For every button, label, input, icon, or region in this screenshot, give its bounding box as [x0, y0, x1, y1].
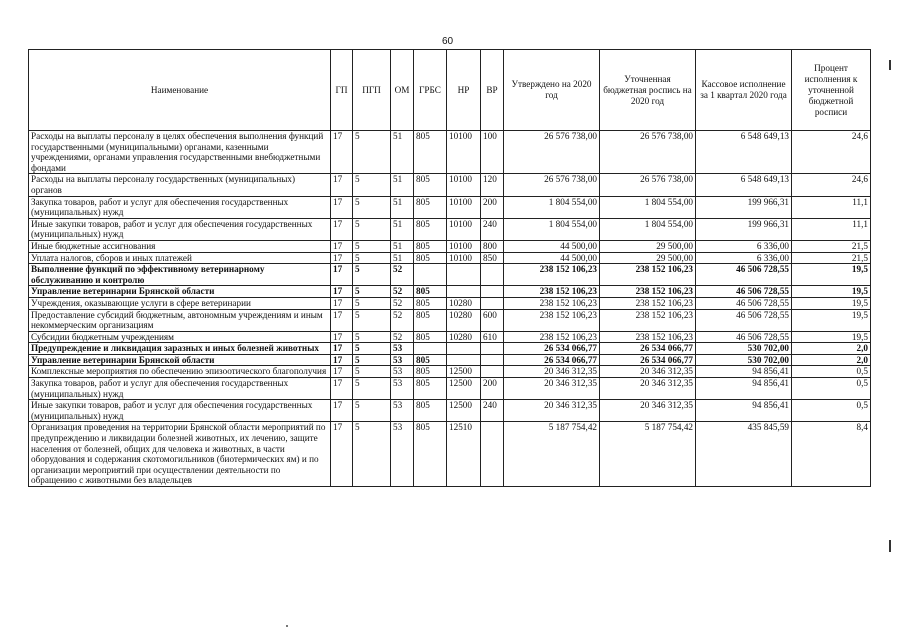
cell-ppgp: 5: [353, 240, 391, 252]
cell-vr: [481, 343, 504, 355]
cell-refined: 238 152 106,23: [600, 309, 696, 331]
cell-name: Комплексные мероприятия по обеспечению эпизоотического благополучия: [29, 366, 331, 378]
cell-name: Управление ветеринарии Брянской области: [29, 354, 331, 366]
cell-grbs: 805: [414, 131, 447, 174]
cell-gp: 17: [331, 264, 353, 286]
cell-approved: 26 576 738,00: [504, 131, 600, 174]
cell-gp: 17: [331, 354, 353, 366]
cell-name: Закупка товаров, работ и услуг для обеспечения государственных (муниципальных) нужд: [29, 196, 331, 218]
cell-refined: 26 576 738,00: [600, 131, 696, 174]
cell-percent: 24,6: [792, 131, 871, 174]
cell-percent: 11,1: [792, 196, 871, 218]
cell-nr: [447, 264, 481, 286]
cell-refined: 26 534 066,77: [600, 343, 696, 355]
cell-vr: [481, 422, 504, 487]
cell-ppgp: 5: [353, 196, 391, 218]
cell-grbs: 805: [414, 240, 447, 252]
table-row: [29, 422, 871, 487]
table-body: [29, 131, 871, 487]
cell-gp: 17: [331, 131, 353, 174]
table-row: [29, 252, 871, 264]
cell-om: 51: [391, 196, 414, 218]
cell-cash: 6 548 649,13: [696, 174, 792, 196]
cell-refined: 238 152 106,23: [600, 264, 696, 286]
cell-gp: 17: [331, 309, 353, 331]
cell-om: 52: [391, 309, 414, 331]
cell-name: Учреждения, оказывающие услуги в сфере ветеринарии: [29, 297, 331, 309]
cell-cash: 94 856,41: [696, 366, 792, 378]
cell-vr: 100: [481, 131, 504, 174]
cell-grbs: 805: [414, 331, 447, 343]
cell-gp: 17: [331, 331, 353, 343]
cell-nr: 10100: [447, 252, 481, 264]
cell-om: 51: [391, 174, 414, 196]
cell-vr: 120: [481, 174, 504, 196]
cell-cash: 6 336,00: [696, 240, 792, 252]
header-nr: НР: [447, 50, 481, 131]
cell-approved: 238 152 106,23: [504, 331, 600, 343]
cell-vr: 800: [481, 240, 504, 252]
cell-grbs: [414, 264, 447, 286]
cell-grbs: 805: [414, 196, 447, 218]
cell-om: 53: [391, 366, 414, 378]
table-row: [29, 400, 871, 422]
header-vr: ВР: [481, 50, 504, 131]
cell-approved: 26 576 738,00: [504, 174, 600, 196]
table-row: [29, 354, 871, 366]
cell-vr: [481, 264, 504, 286]
header-grbs: ГРБС: [414, 50, 447, 131]
cell-grbs: 805: [414, 309, 447, 331]
cell-grbs: 805: [414, 422, 447, 487]
cell-approved: 1 804 554,00: [504, 196, 600, 218]
cell-gp: 17: [331, 240, 353, 252]
cell-percent: 0,5: [792, 400, 871, 422]
cell-name: Управление ветеринарии Брянской области: [29, 286, 331, 298]
cell-refined: 26 534 066,77: [600, 354, 696, 366]
cell-cash: 6 336,00: [696, 252, 792, 264]
cell-name: Предупреждение и ликвидация заразных и иных болезней животных: [29, 343, 331, 355]
cell-om: 52: [391, 331, 414, 343]
cell-name: Закупка товаров, работ и услуг для обеспечения государственных (муниципальных) нужд: [29, 378, 331, 400]
header-om: ОМ: [391, 50, 414, 131]
cell-cash: 46 506 728,55: [696, 297, 792, 309]
cell-ppgp: 5: [353, 378, 391, 400]
cell-approved: 20 346 312,35: [504, 378, 600, 400]
scan-dot: [286, 625, 288, 627]
cell-name: Расходы на выплаты персоналу государственных (муниципальных) органов: [29, 174, 331, 196]
table-row: [29, 218, 871, 240]
cell-nr: 10280: [447, 309, 481, 331]
cell-approved: 44 500,00: [504, 240, 600, 252]
cell-approved: 238 152 106,23: [504, 286, 600, 298]
scan-edge-mark: [889, 540, 891, 552]
cell-ppgp: 5: [353, 218, 391, 240]
cell-name: Уплата налогов, сборов и иных платежей: [29, 252, 331, 264]
cell-grbs: 805: [414, 218, 447, 240]
cell-approved: 44 500,00: [504, 252, 600, 264]
table-row: [29, 174, 871, 196]
cell-ppgp: 5: [353, 400, 391, 422]
table-row: [29, 331, 871, 343]
cell-name: Предоставление субсидий бюджетным, автономным учреждениям и иным некоммерческим организациям: [29, 309, 331, 331]
header-gp: ГП: [331, 50, 353, 131]
cell-gp: 17: [331, 196, 353, 218]
cell-cash: 199 966,31: [696, 196, 792, 218]
cell-percent: 19,5: [792, 286, 871, 298]
cell-name: Субсидии бюджетным учреждениям: [29, 331, 331, 343]
cell-percent: 2,0: [792, 343, 871, 355]
cell-ppgp: 5: [353, 331, 391, 343]
cell-nr: 10280: [447, 331, 481, 343]
scan-edge-mark: [889, 60, 891, 70]
cell-refined: 20 346 312,35: [600, 366, 696, 378]
cell-nr: [447, 354, 481, 366]
cell-om: 51: [391, 240, 414, 252]
cell-om: 52: [391, 264, 414, 286]
cell-ppgp: 5: [353, 286, 391, 298]
cell-grbs: 805: [414, 252, 447, 264]
table-row: [29, 131, 871, 174]
cell-percent: 19,5: [792, 309, 871, 331]
cell-refined: 5 187 754,42: [600, 422, 696, 487]
cell-gp: 17: [331, 252, 353, 264]
cell-approved: 26 534 066,77: [504, 354, 600, 366]
cell-approved: 238 152 106,23: [504, 264, 600, 286]
cell-grbs: 805: [414, 297, 447, 309]
cell-cash: 435 845,59: [696, 422, 792, 487]
cell-nr: 12500: [447, 366, 481, 378]
cell-om: 52: [391, 297, 414, 309]
cell-vr: 200: [481, 378, 504, 400]
cell-nr: 10100: [447, 240, 481, 252]
table-row: [29, 366, 871, 378]
cell-percent: 19,5: [792, 297, 871, 309]
cell-percent: 8,4: [792, 422, 871, 487]
cell-approved: 238 152 106,23: [504, 297, 600, 309]
cell-approved: 26 534 066,77: [504, 343, 600, 355]
header-percent: Процент исполнения к уточненной бюджетной росписи: [792, 50, 871, 131]
cell-gp: 17: [331, 422, 353, 487]
cell-ppgp: 5: [353, 343, 391, 355]
cell-vr: 200: [481, 196, 504, 218]
cell-cash: 530 702,00: [696, 343, 792, 355]
cell-percent: 21,5: [792, 240, 871, 252]
cell-om: 51: [391, 218, 414, 240]
cell-gp: 17: [331, 297, 353, 309]
cell-vr: [481, 297, 504, 309]
cell-refined: 1 804 554,00: [600, 196, 696, 218]
cell-nr: 12500: [447, 378, 481, 400]
table-row: [29, 264, 871, 286]
cell-approved: 20 346 312,35: [504, 400, 600, 422]
cell-nr: 10100: [447, 196, 481, 218]
cell-percent: 2,0: [792, 354, 871, 366]
header-ppgp: ПГП: [353, 50, 391, 131]
cell-om: 51: [391, 131, 414, 174]
cell-approved: 1 804 554,00: [504, 218, 600, 240]
cell-grbs: 805: [414, 354, 447, 366]
cell-vr: [481, 286, 504, 298]
table-row: [29, 378, 871, 400]
cell-vr: 240: [481, 218, 504, 240]
cell-percent: 0,5: [792, 378, 871, 400]
cell-nr: [447, 343, 481, 355]
cell-gp: 17: [331, 218, 353, 240]
cell-name: Организация проведения на территории Брянской области мероприятий по предупреждению и ликвидации болезней животных, их лечению, защите населения от болезней, общих для человека и животных, в части оборудования и содержания скотомогильников (биотермических ям) и по организации мероприятий при осуществлении деятельности по обращению с животными без владельцев: [29, 422, 331, 487]
cell-percent: 0,5: [792, 366, 871, 378]
cell-approved: 238 152 106,23: [504, 309, 600, 331]
cell-cash: 6 548 649,13: [696, 131, 792, 174]
cell-percent: 11,1: [792, 218, 871, 240]
cell-nr: 10100: [447, 174, 481, 196]
cell-cash: 46 506 728,55: [696, 264, 792, 286]
cell-nr: [447, 286, 481, 298]
cell-refined: 29 500,00: [600, 240, 696, 252]
cell-vr: 240: [481, 400, 504, 422]
cell-nr: 12500: [447, 400, 481, 422]
cell-percent: 21,5: [792, 252, 871, 264]
cell-gp: 17: [331, 366, 353, 378]
cell-refined: 238 152 106,23: [600, 286, 696, 298]
cell-om: 52: [391, 286, 414, 298]
header-refined: Уточненная бюджетная роспись на 2020 год: [600, 50, 696, 131]
cell-gp: 17: [331, 343, 353, 355]
cell-vr: 600: [481, 309, 504, 331]
header-cash: Кассовое исполнение за 1 квартал 2020 года: [696, 50, 792, 131]
cell-name: Иные закупки товаров, работ и услуг для обеспечения государственных (муниципальных) нужд: [29, 218, 331, 240]
header-name: Наименование: [29, 50, 331, 131]
cell-om: 51: [391, 252, 414, 264]
cell-ppgp: 5: [353, 131, 391, 174]
cell-refined: 238 152 106,23: [600, 331, 696, 343]
cell-ppgp: 5: [353, 309, 391, 331]
cell-gp: 17: [331, 400, 353, 422]
cell-percent: 19,5: [792, 264, 871, 286]
cell-om: 53: [391, 378, 414, 400]
cell-name: Иные бюджетные ассигнования: [29, 240, 331, 252]
header-approved: Утверждено на 2020 год: [504, 50, 600, 131]
cell-approved: 5 187 754,42: [504, 422, 600, 487]
table-row: [29, 297, 871, 309]
cell-nr: 10100: [447, 218, 481, 240]
cell-refined: 20 346 312,35: [600, 378, 696, 400]
cell-refined: 29 500,00: [600, 252, 696, 264]
cell-nr: 10280: [447, 297, 481, 309]
cell-vr: 610: [481, 331, 504, 343]
cell-ppgp: 5: [353, 366, 391, 378]
cell-refined: 1 804 554,00: [600, 218, 696, 240]
cell-om: 53: [391, 422, 414, 487]
cell-name: Расходы на выплаты персоналу в целях обеспечения выполнения функций государственными (муниципальными) органами, казенными учреждениями, органами управления государственными внебюджетными фондами: [29, 131, 331, 174]
cell-vr: [481, 366, 504, 378]
cell-nr: 10100: [447, 131, 481, 174]
cell-ppgp: 5: [353, 174, 391, 196]
cell-vr: 850: [481, 252, 504, 264]
cell-cash: 530 702,00: [696, 354, 792, 366]
cell-grbs: 805: [414, 400, 447, 422]
cell-gp: 17: [331, 286, 353, 298]
cell-cash: 46 506 728,55: [696, 331, 792, 343]
page-number: 60: [442, 36, 454, 47]
cell-cash: 199 966,31: [696, 218, 792, 240]
cell-name: Иные закупки товаров, работ и услуг для обеспечения государственных (муниципальных) нужд: [29, 400, 331, 422]
table-row: [29, 309, 871, 331]
cell-refined: 20 346 312,35: [600, 400, 696, 422]
cell-vr: [481, 354, 504, 366]
cell-cash: 94 856,41: [696, 378, 792, 400]
cell-gp: 17: [331, 378, 353, 400]
cell-refined: 238 152 106,23: [600, 297, 696, 309]
cell-ppgp: 5: [353, 422, 391, 487]
cell-approved: 20 346 312,35: [504, 366, 600, 378]
cell-grbs: 805: [414, 174, 447, 196]
cell-percent: 19,5: [792, 331, 871, 343]
table-row: [29, 196, 871, 218]
cell-om: 53: [391, 354, 414, 366]
cell-refined: 26 576 738,00: [600, 174, 696, 196]
cell-grbs: [414, 343, 447, 355]
cell-percent: 24,6: [792, 174, 871, 196]
cell-grbs: 805: [414, 366, 447, 378]
cell-cash: 46 506 728,55: [696, 286, 792, 298]
cell-nr: 12510: [447, 422, 481, 487]
table-row: [29, 240, 871, 252]
table-row: [29, 343, 871, 355]
cell-ppgp: 5: [353, 252, 391, 264]
table-header-row: [29, 50, 871, 131]
cell-grbs: 805: [414, 286, 447, 298]
cell-ppgp: 5: [353, 264, 391, 286]
cell-grbs: 805: [414, 378, 447, 400]
cell-cash: 46 506 728,55: [696, 309, 792, 331]
cell-name: Выполнение функций по эффективному ветеринарному обслуживанию и контролю: [29, 264, 331, 286]
cell-ppgp: 5: [353, 297, 391, 309]
cell-gp: 17: [331, 174, 353, 196]
budget-table: [28, 49, 871, 487]
cell-om: 53: [391, 400, 414, 422]
cell-om: 53: [391, 343, 414, 355]
cell-ppgp: 5: [353, 354, 391, 366]
cell-cash: 94 856,41: [696, 400, 792, 422]
table-row: [29, 286, 871, 298]
